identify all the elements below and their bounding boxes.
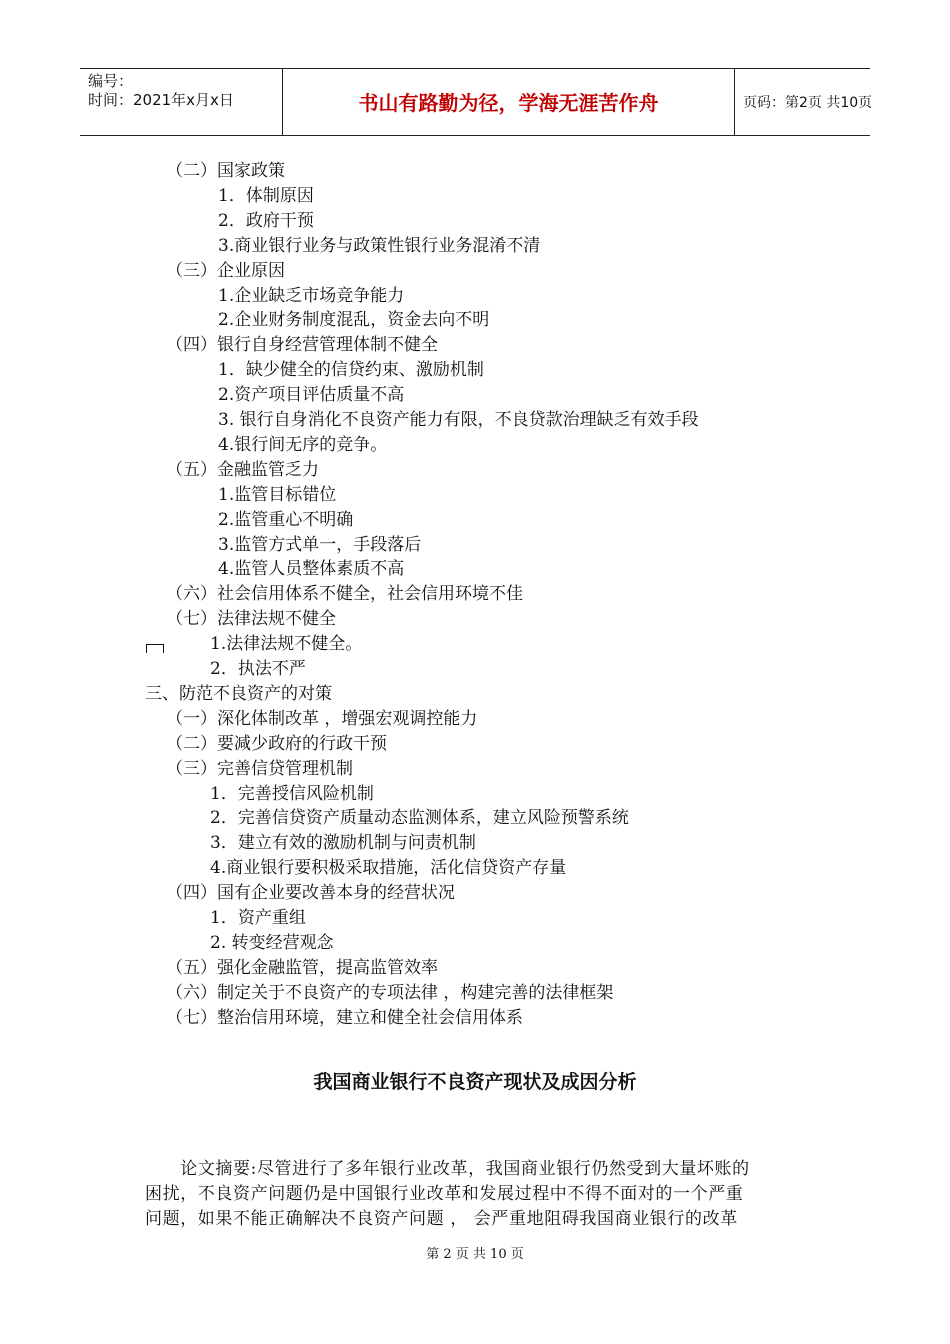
outline-item: 2.企业财务制度混乱，资金去向不明 xyxy=(218,310,490,331)
outline-item: 3. 银行自身消化不良资产能力有限，不良贷款治理缺乏有效手段 xyxy=(218,410,699,430)
abstract-line: 论文摘要:尽管进行了多年银行业改革，我国商业银行仍然受到大量坏账的 xyxy=(145,1159,750,1179)
header-motto: 书山有路勤为径，学海无涯苦作舟 xyxy=(358,91,659,115)
header-motto-cell xyxy=(283,69,735,135)
outline-item: 4.商业银行要积极采取措施，活化信贷资产存量 xyxy=(210,858,567,879)
outline-item: 2. 转变经营观念 xyxy=(210,932,334,953)
document-number-label: 编号： xyxy=(88,72,134,90)
outline-item: （四）国有企业要改善本身的经营状况 xyxy=(166,883,455,904)
outline-item: （二）要减少政府的行政干预 xyxy=(166,733,387,754)
outline-item: 三、防范不良资产的对策 xyxy=(145,683,332,704)
outline-item: 2．执法不严 xyxy=(210,659,306,679)
article-title: 我国商业银行不良资产现状及成因分析 xyxy=(313,1071,637,1093)
outline-item: （二）国家政策 xyxy=(166,161,285,181)
document-time-label: 时间：2021年x月x日 xyxy=(88,91,234,109)
outline-item: 2.资产项目评估质量不高 xyxy=(218,385,405,406)
outline-item: 1.法律法规不健全。 xyxy=(210,634,363,655)
outline-item: 2.监管重心不明确 xyxy=(218,509,354,530)
outline-item: （五）金融监管乏力 xyxy=(166,459,319,480)
header-page-info: 页码：第2页 共10页 xyxy=(743,95,873,111)
outline-item: 3.监管方式单一，手段落后 xyxy=(218,534,422,555)
outline-item: 3．建立有效的激励机制与问责机制 xyxy=(210,833,476,854)
outline-item: 1．缺少健全的信贷约束、激励机制 xyxy=(218,360,484,381)
outline-item: （六）制定关于不良资产的专项法律 ，构建完善的法律框架 xyxy=(166,982,614,1003)
outline-item: （七）整治信用环境，建立和健全社会信用体系 xyxy=(166,1007,523,1028)
abstract-line: 困扰，不良资产问题仍是中国银行业改革和发展过程中不得不面对的一个严重 xyxy=(145,1184,744,1204)
page-footer: 第 2 页 共 10 页 xyxy=(426,1247,524,1262)
outline-item: （六）社会信用体系不健全，社会信用环境不佳 xyxy=(166,584,523,605)
outline-item: 4.监管人员整体素质不高 xyxy=(218,559,405,580)
header-meta-cell xyxy=(80,69,283,135)
outline-item: （四）银行自身经营管理体制不健全 xyxy=(166,335,438,356)
outline-item: 1．资产重组 xyxy=(210,908,306,928)
outline-item: （五）强化金融监管，提高监管效率 xyxy=(166,957,438,978)
outline-item: 1.企业缺乏市场竞争能力 xyxy=(218,285,405,306)
outline-item: 1．体制原因 xyxy=(218,185,314,206)
outline-item: （三）完善信贷管理机制 xyxy=(166,758,353,779)
outline-item: 4.银行间无序的竞争。 xyxy=(218,434,388,455)
outline-item: 1．完善授信风险机制 xyxy=(210,783,374,804)
outline-item: 3.商业银行业务与政策性银行业务混淆不清 xyxy=(218,235,541,256)
outline-item: 1.监管目标错位 xyxy=(218,484,337,505)
outline-item: （一）深化体制改革 ，增强宏观调控能力 xyxy=(166,708,478,729)
outline-item: （七）法律法规不健全 xyxy=(166,609,336,630)
bracket-mark xyxy=(146,644,164,653)
abstract-line: 问题，如果不能正确解决不良资产问题 ， 会严重地阻碍我国商业银行的改革 xyxy=(145,1209,738,1229)
outline-item: （三）企业原因 xyxy=(166,260,285,281)
header-page-cell xyxy=(735,69,873,135)
page-header xyxy=(80,68,873,136)
outline-item: 2．政府干预 xyxy=(218,210,314,231)
outline-item: 2．完善信贷资产质量动态监测体系，建立风险预警系统 xyxy=(210,808,629,829)
